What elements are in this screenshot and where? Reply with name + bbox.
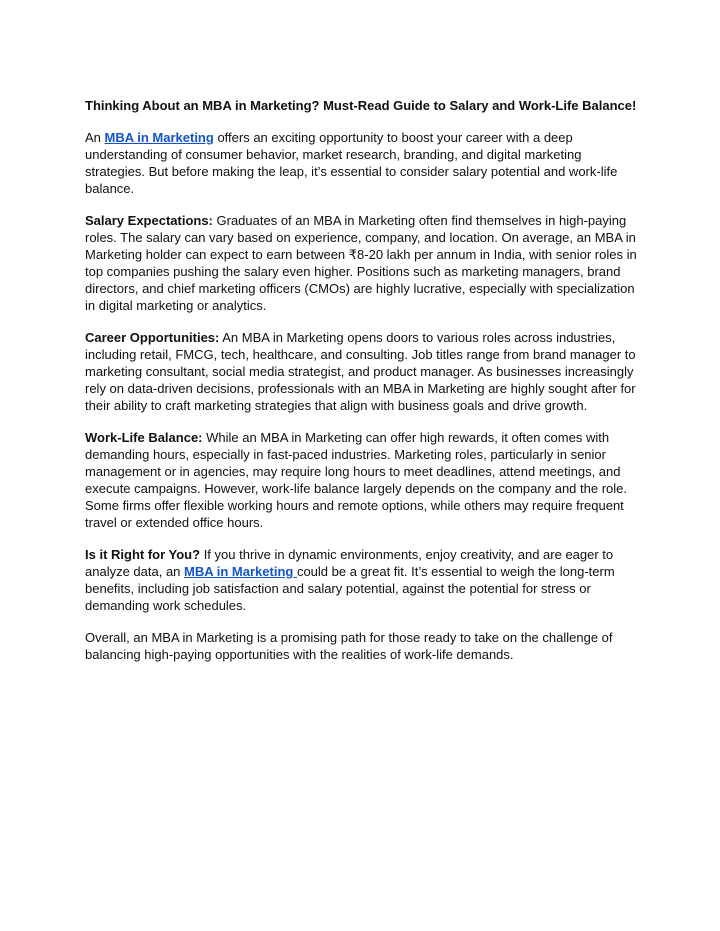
career-heading: Career Opportunities: bbox=[85, 330, 220, 345]
career-text: An MBA in Marketing opens doors to various roles across industries, including retail, FMCG, tech, healthcare, and consulting. Job titles range from brand manager to marketing consultant, social media strategist, and product manager. As businesses increasingly rely on data-driven decisions, professionals with an MBA in Marketing are highly sought after for their ability to craft marketing strategies that align with business goals and drive growth. bbox=[85, 330, 636, 413]
intro-paragraph bbox=[85, 129, 640, 197]
intro-suffix: offers an exciting opportunity to boost your career with a deep understanding of consumer behavior, market research, branding, and digital marketing strategies. But before making the leap, it’s essential to consider salary potential and work-life balance. bbox=[85, 130, 618, 196]
salary-paragraph bbox=[85, 212, 640, 314]
worklife-heading: Work-Life Balance: bbox=[85, 430, 203, 445]
mba-marketing-link[interactable]: MBA in Marketing bbox=[104, 130, 214, 145]
fit-paragraph bbox=[85, 546, 640, 614]
salary-heading: Salary Expectations: bbox=[85, 213, 213, 228]
fit-heading: Is it Right for You? bbox=[85, 547, 201, 562]
fit-text-1: If you thrive in dynamic environments, enjoy creativity, and are eager to analyze data, an bbox=[85, 547, 614, 579]
salary-text: Graduates of an MBA in Marketing often find themselves in high-paying roles. The salary can vary based on experience, company, and location. On average, an MBA in Marketing holder can expect to earn between ₹8-20 lakh per annum in India, with senior roles in top companies pushing the salary even higher. Positions such as marketing managers, brand directors, and chief marketing officers (CMOs) are highly lucrative, especially with specialization in digital marketing or analytics. bbox=[85, 213, 637, 313]
career-paragraph bbox=[85, 329, 640, 414]
worklife-paragraph bbox=[85, 429, 640, 531]
document-page bbox=[85, 97, 640, 678]
intro-prefix: An bbox=[85, 130, 105, 145]
worklife-text: While an MBA in Marketing can offer high rewards, it often comes with demanding hours, especially in fast-paced industries. Marketing roles, particularly in senior management or in agencies, may require long hours to meet deadlines, attend meetings, and execute campaigns. However, work-life balance largely depends on the company and the role. Some firms offer flexible working hours and remote options, while others may require frequent travel or extended office hours. bbox=[85, 430, 627, 530]
conclusion-paragraph: Overall, an MBA in Marketing is a promising path for those ready to take on the challenge of balancing high-paying opportunities with the realities of work-life demands. bbox=[85, 630, 613, 662]
fit-text-2: could be a great fit. It’s essential to weigh the long-term benefits, including job satisfaction and salary potential, against the potential for stress or demanding work schedules. bbox=[85, 564, 615, 613]
mba-marketing-link-2[interactable]: MBA in Marketing bbox=[184, 564, 297, 579]
document-title: Thinking About an MBA in Marketing? Must-Read Guide to Salary and Work-Life Balance! bbox=[85, 98, 637, 113]
